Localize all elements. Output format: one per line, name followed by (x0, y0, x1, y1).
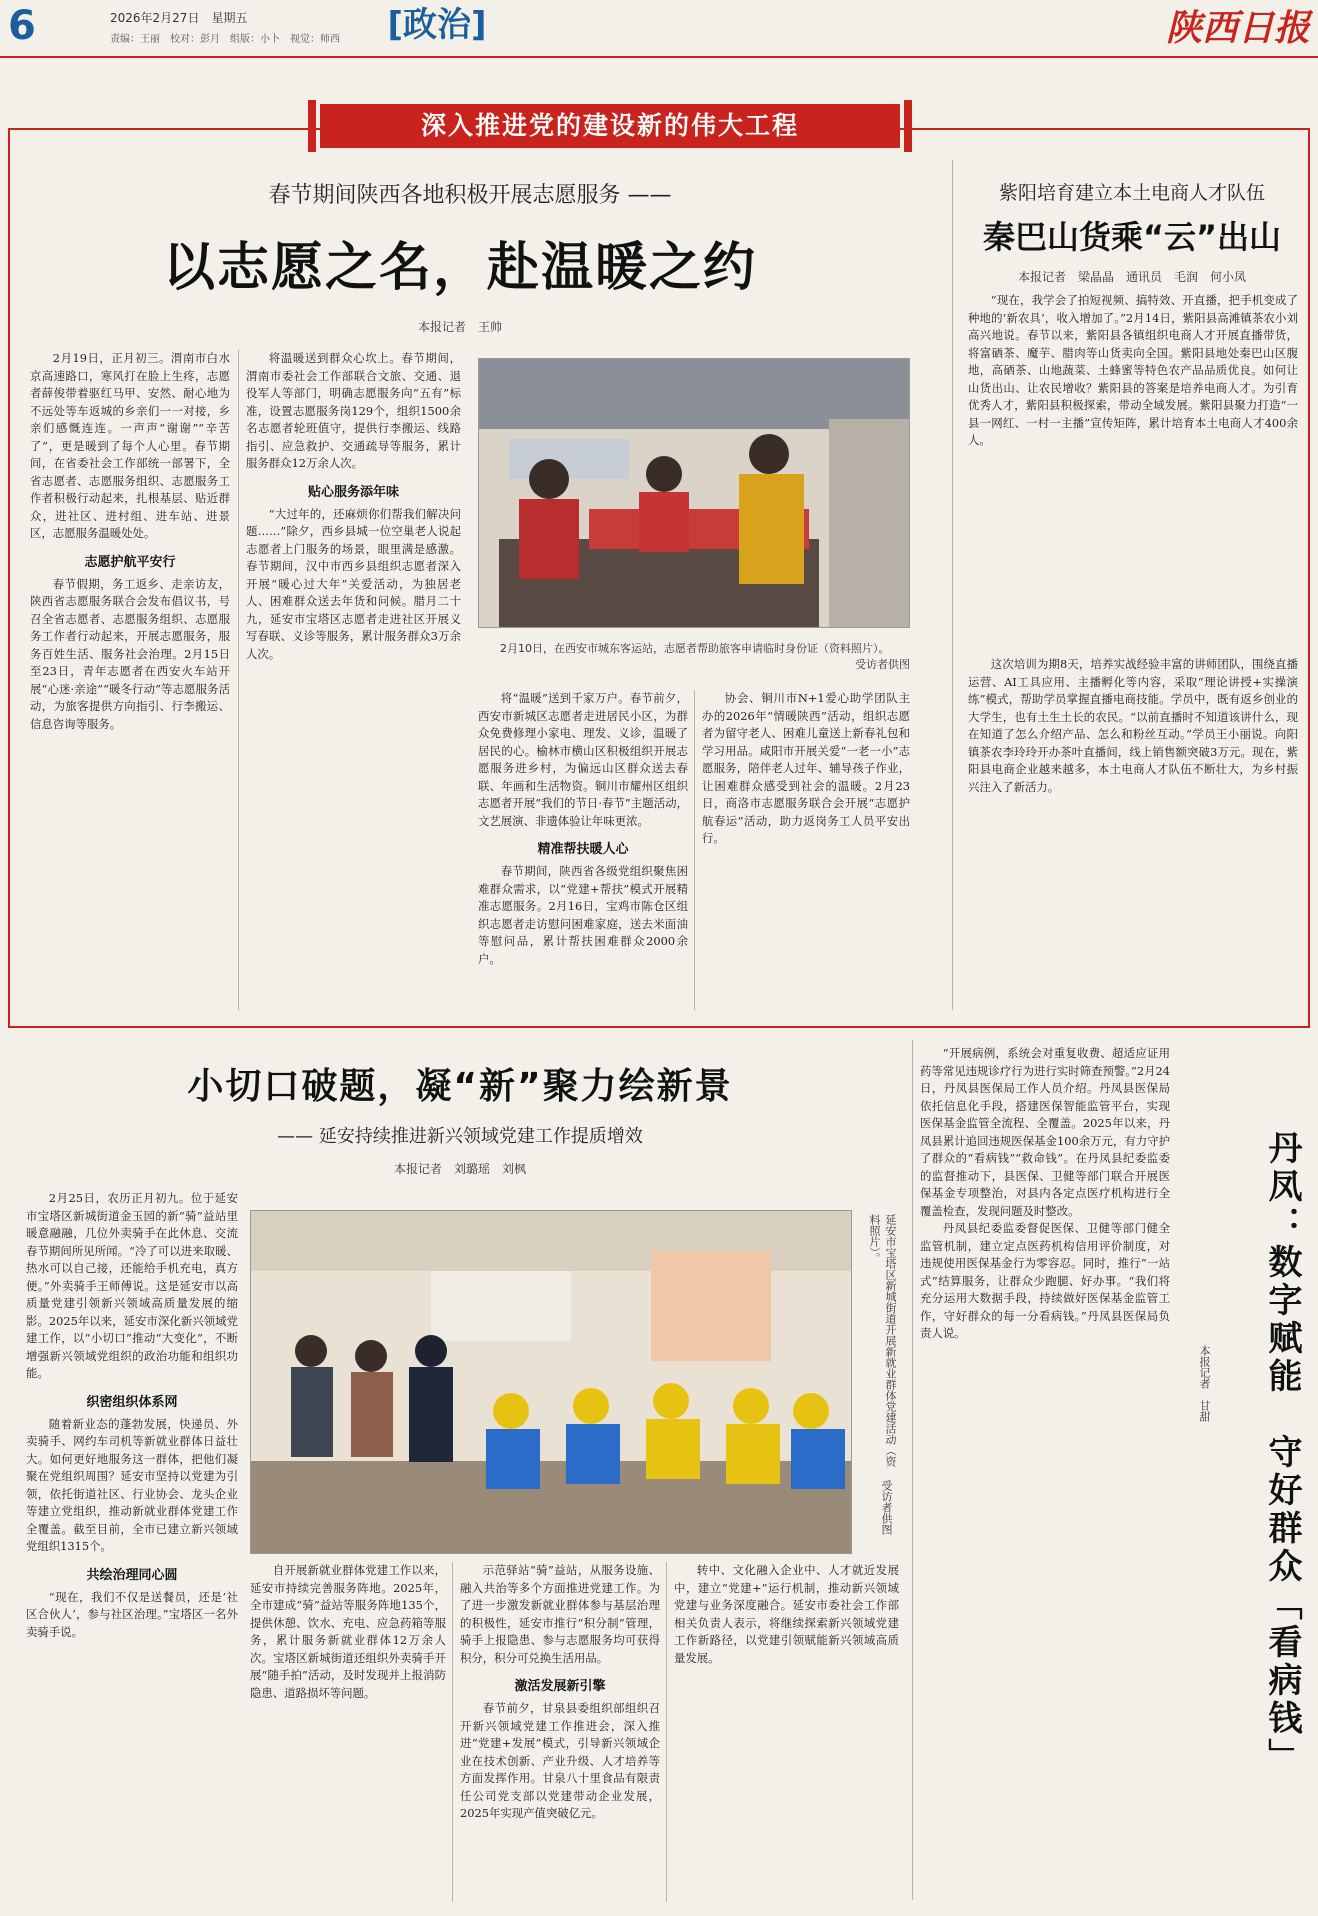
column-divider (452, 1562, 453, 1902)
column-divider (666, 1562, 667, 1902)
staff-credits: 责编：王丽 校对：彭月 组版：小卜 视觉：师西 (110, 34, 340, 45)
paragraph: 这次培训为期8天，培养实战经验丰富的讲师团队，围绕直播运营、AI工具应用、主播孵化等内容，采取“理论讲授+实操演练”模式，帮助学员掌握直播电商技能。学员中，既有返乡创业的大学生，也有土生土长的农民。“以前直播时不知道该讲什么，现在知道了怎么介绍产品、怎么和粉丝互动。”学员王小丽说。向阳镇茶农李玲玲开办茶叶直播间，线上销售额突破3万元。现在，紫阳县电商企业越来越多，本土电商人才队伍不断壮大，为乡村振兴注入了新活力。 (968, 657, 1298, 794)
column-divider (694, 690, 695, 1010)
article3-photo-credit: 受访者供图 (880, 1480, 893, 1535)
article1-column-2 (246, 350, 461, 1010)
article1-column-4 (702, 690, 910, 1010)
page-number: 6 (8, 3, 36, 49)
article3-column-1 (26, 1190, 238, 1900)
article2-column-1 (968, 292, 1298, 652)
article4-column-1 (920, 1045, 1170, 1900)
article2-column-2 (968, 656, 1298, 1011)
paragraph: 示范驿站“骑”益站，从服务设施、融入共治等多个方面推进党建工作。为了进一步激发新就业群体参与基层治理的积极性，延安市推行“积分制”管理，骑手上报隐患、参与志愿服务均可获得积分，积分可兑换生活用品。 (460, 1563, 660, 1665)
paragraph: 春节期间，陕西省各级党组织聚焦困难群众需求，以“党建+帮扶”模式开展精准志愿服务。2月16日，宝鸡市陈仓区组织志愿者走访慰问困难家庭，送去米面油等慰问品，累计帮扶困难群众2000余户。 (478, 864, 688, 966)
subheading: 共绘治理同心圆 (86, 1567, 178, 1583)
article1-column-1 (30, 350, 230, 1010)
article3-photo (250, 1210, 852, 1554)
article3-kicker: —— 延安持续推进新兴领域党建工作提质增效 (277, 1126, 643, 1147)
issue-date: 2026年2月27日 星期五 (110, 11, 248, 25)
article2-byline: 本报记者 梁晶晶 通讯员 毛润 何小凤 (1017, 270, 1246, 284)
paragraph: 随着新业态的蓬勃发展，快递员、外卖骑手、网约车司机等新就业群体日益壮大。如何更好地服务这一群体，把他们凝聚在党组织周围？延安市坚持以党建为引领，依托街道社区、行业协会、龙头企业等建立党组织，推动新就业群体党建工作全覆盖。截至目前，全市已建立新兴领域党组织1315个。 (26, 1416, 238, 1553)
paragraph: 2月19日，正月初三。渭南市白水京高速路口，寒风打在脸上生疼，志愿者薛俊带着驱红马甲、安然、耐心地为不远处等车返城的乡亲们一一对接，乡亲们感慨连连。一声声“谢谢”“辛苦了”，更是暖到了每个人心里。春节期间，在省委社会工作部统一部署下，全省志愿者、志愿服务组织、志愿服务工作者积极行动起来，扎根基层、贴近群众，进社区、进村组、进车站、进景区，志愿服务温暖处处。 (30, 351, 230, 540)
masthead (0, 0, 1318, 58)
paragraph: 春节前夕，甘泉县委组织部组织召开新兴领域党建工作推进会，深入推进“党建+发展”模式，引导新兴领域企业在技术创新、产业升级、人才培养等方面发挥作用。甘泉八十里食品有限责任公司党支部以党建带动企业发展，2025年实现产值突破亿元。 (460, 1701, 660, 1820)
paragraph: “大过年的，还麻烦你们帮我们解决问题……”除夕，西乡县城一位空巢老人说起志愿者上门服务的场景，眼里满是感激。春节期间，汉中市西乡县组织志愿者深入开展“暖心过大年”关爱活动，为独居老人、困难群众送去年货和问候。腊月二十九，延安市宝塔区志愿者走进社区开展义写春联、义诊等服务，累计服务群众3万余人次。 (246, 506, 461, 661)
article1-photo-credit: 受访者供图 (855, 658, 910, 671)
subheading: 志愿护航平安行 (84, 554, 176, 570)
subheading: 精准帮扶暖人心 (537, 842, 629, 857)
subheading: 激活发展新引擎 (514, 1679, 606, 1694)
article3-photo-caption: 延安市宝塔区新城街道开展新就业群体党建活动（资料照片）。 (868, 1214, 897, 1467)
paragraph: “开展病例，系统会对重复收费、超适应证用药等常见违规诊疗行为进行实时筛查预警。”2月24日，丹凤县医保局工作人员介绍。丹凤县医保局依托信息化手段，搭建医保智能监管平台，实现医保基金监管全流程、全覆盖。2025年以来，丹凤县累计追回违规医保基金100余万元，有力守护了群众的“看病钱”“救命钱”。在丹凤县纪委监委的监督推动下，县医保、卫健等部门联合开展医保基金专项整治，对县内各定点医疗机构进行全覆盖检查，发现问题及时整改。 (920, 1046, 1170, 1218)
section-label: [政治] (387, 5, 487, 45)
article1-photo-caption: 2月10日，在西安市城东客运站，志愿者帮助旅客申请临时身份证（资料照片）。 (500, 642, 890, 655)
paragraph: 协会、铜川市N+1爱心助学团队主办的2026年“情暖陕西”活动，组织志愿者为留守老人、困难儿童送上新春礼包和学习用品。咸阳市开展关爱“一老一小”志愿服务，陪伴老人过年、辅导孩子作业，让困难群众感受到社会的温暖。2月23日，商洛市志愿服务联合会开展“志愿护航春运”活动，助力返岗务工人员平安出行。 (702, 691, 910, 845)
newspaper-logo: 陕西日报 (1165, 7, 1310, 49)
paragraph: 丹凤县纪委监委督促医保、卫健等部门健全监管机制，建立定点医药机构信用评价制度，对违规使用医保基金行为零容忍。同时，推行“一站式”结算服务，让群众少跑腿、好办事。“我们将充分运用大数据手段，持续做好医保基金监管工作，守好群众的每一分看病钱。”丹凤县医保局负责人说。 (920, 1221, 1170, 1340)
paragraph: “现在，我学会了拍短视频、搞特效、开直播，把手机变成了种地的‘新农具’，收入增加了。”2月14日，紫阳县高滩镇茶农小刘高兴地说。春节以来，紫阳县各镇组织电商人才开展直播带货，将富硒茶、魔芋、腊肉等山货卖向全国。紫阳县地处秦巴山区腹地，高硒茶、山地蔬菜、土蜂蜜等特色农产品品质优良。如何让山货出山、让农民增收？紫阳县的答案是培养电商人才。为引育优秀人才，紫阳县积极探索，带动全域发展。紫阳县聚力打造“一县一网红、一村一主播”宣传矩阵，累计培育本土电商人才400余人。 (968, 293, 1298, 447)
article3-column-3 (460, 1562, 660, 1902)
article4-title: 丹凤：数字赋能 守好群众「看病钱」 (1262, 1130, 1302, 1776)
article2-headline: 秦巴山货乘“云”出山 (982, 218, 1282, 256)
article2-kicker: 紫阳培育建立本土电商人才队伍 (998, 182, 1265, 204)
paragraph: “现在，我们不仅是送餐员，还是‘社区合伙人’，参与社区治理。”宝塔区一名外卖骑手说。 (26, 1589, 238, 1639)
paragraph: 春节假期，务工返乡、走亲访友，陕西省志愿服务联合会发布倡议书，号召全省志愿者、志愿服务组织、志愿服务工作者行动起来，开展志愿服务，服务百姓生活、服务社会治理。2月15日至23日，青年志愿者在西安火车站开展“心迷·亲途”“暖冬行动”等志愿服务活动，为旅客提供方向指引、行李搬运、信息咨询等服务。 (30, 576, 230, 731)
section-banner: 深入推进党的建设新的伟大工程 (320, 104, 900, 148)
article3-byline: 本报记者 刘璐瑶 刘枫 (393, 1162, 526, 1176)
paragraph: 将温暖送到群众心坎上。春节期间，渭南市委社会工作部联合文旅、交通、退役军人等部门，明确志愿服务向“五有”标准，设置志愿服务岗129个，组织1500余名志愿者轮班值守，提供行李搬运、线路指引、应急救护、交通疏导等服务，累计服务群众12万余人次。 (246, 351, 461, 470)
paragraph: 2月25日，农历正月初九。位于延安市宝塔区新城街道金玉园的新“骑”益站里暖意融融，几位外卖骑手在此休息、交流春节期间所见所闻。“冷了可以进来取暖、热水可以自己接，还能给手机充电，真方便。”外卖骑手王师傅说。这是延安市以高质量党建引领新兴领域高质量发展的缩影。2025年以来，延安市深化新兴领域党建工作，以“小切口”推动“大变化”，不断增强新兴领域党组织的政治功能和组织功能。 (26, 1191, 238, 1380)
article1-kicker: 春节期间陕西各地积极开展志愿服务 —— (268, 183, 672, 208)
article1-column-3 (478, 690, 688, 1010)
subheading: 贴心服务添年味 (307, 484, 399, 500)
article1-byline: 本报记者 王帅 (417, 320, 502, 334)
delivery-riders-photo-illustration (251, 1211, 852, 1554)
article3-headline: 小切口破题，凝“新”聚力绘新景 (187, 1066, 733, 1107)
subheading: 织密组织体系网 (86, 1394, 178, 1410)
paragraph: 转中、文化融入企业中、人才就近发展中，建立“党建+”运行机制，推动新兴领域党建与业务深度融合。延安市委社会工作部相关负责人表示，将继续探索新兴领域党建工作新路径，以党建引领赋能新兴领域高质量发展。 (674, 1563, 899, 1665)
column-divider (952, 160, 953, 1010)
article4-byline: 本报记者 甘甜 (1198, 1345, 1211, 1422)
article1-photo (478, 358, 910, 628)
volunteer-photo-illustration (479, 359, 910, 628)
paragraph: 将“温暖”送到千家万户。春节前夕，西安市新城区志愿者走进居民小区，为群众免费修理小家电、理发、义诊，温暖了居民的心。榆林市横山区积极组织开展志愿服务进乡村，为偏远山区群众送去春联、年画和生活物资。铜川市耀州区组织志愿者开展“我们的节日·春节”主题活动，文艺展演、非遗体验让年味更浓。 (478, 691, 688, 828)
paragraph: 自开展新就业群体党建工作以来，延安市持续完善服务阵地。2025年，全市建成“骑”益站等服务阵地135个，提供休憩、饮水、充电、应急药箱等服务，累计服务新就业群体12万余人次。宝塔区新城街道还组织外卖骑手开展“随手拍”活动，及时发现并上报消防隐患、道路损坏等问题。 (250, 1563, 446, 1700)
column-divider (912, 1040, 913, 1900)
article1-headline: 以志愿之名，赴温暖之约 (162, 238, 757, 298)
article3-column-2 (250, 1562, 446, 1902)
column-divider (238, 350, 239, 1010)
article3-column-4 (674, 1562, 899, 1902)
